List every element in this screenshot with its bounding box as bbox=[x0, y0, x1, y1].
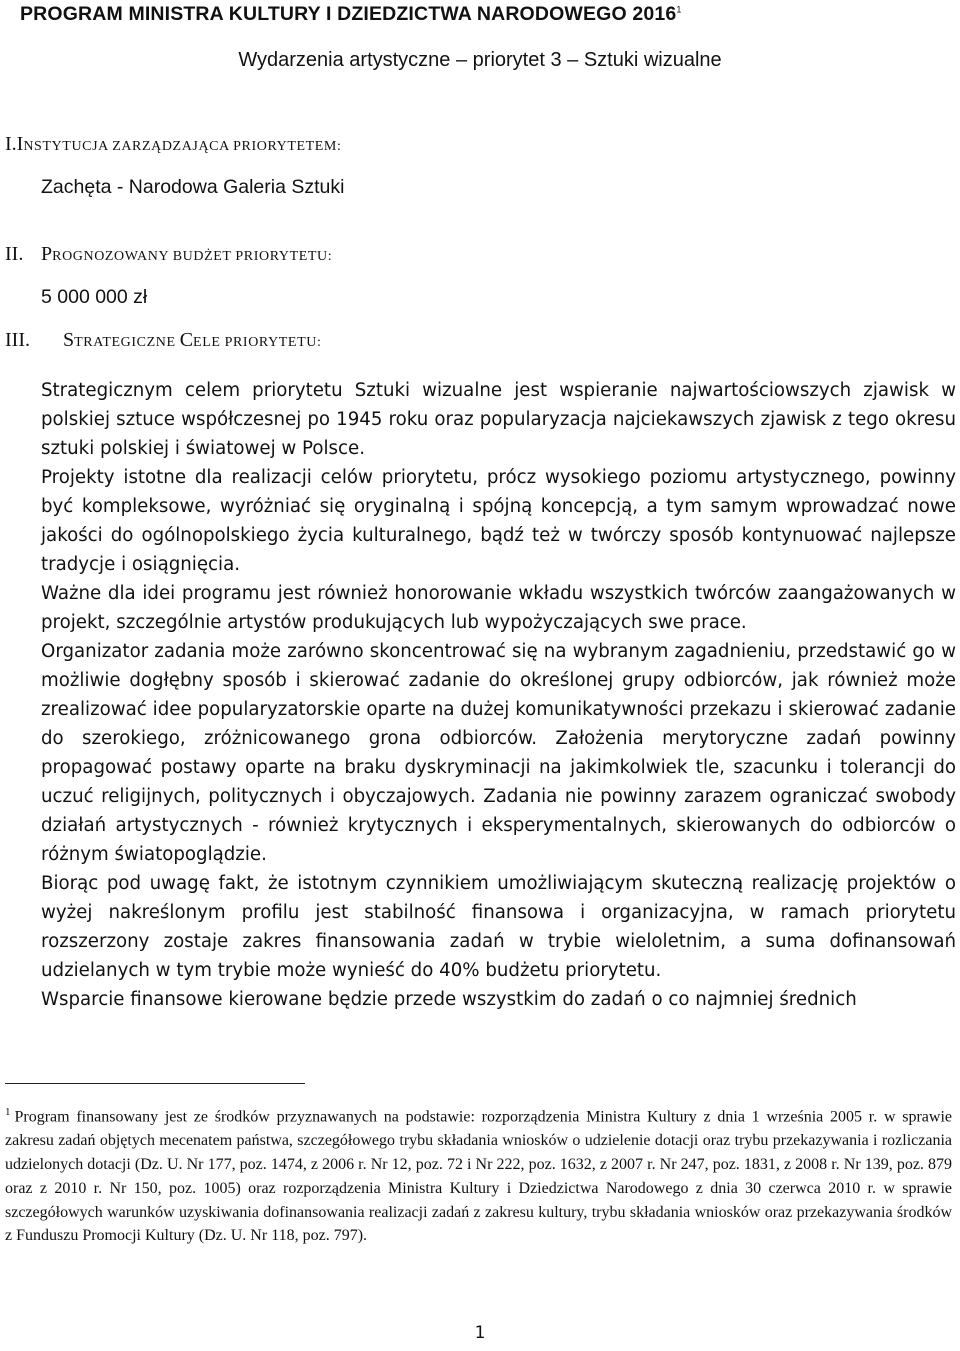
section-1-heading bbox=[5, 133, 341, 156]
footnote-separator bbox=[5, 1083, 305, 1084]
section-3-body bbox=[41, 376, 956, 1014]
body-paragraph: Biorąc pod uwagę fakt, że istotnym czynnikiem umożliwiającym skuteczną realizację projektów o wyżej nakreślonym profilu jest stabilność finansowa i organizacyjna, w ramach priorytetu rozszerzony zostaje zakres finansowania zadań w trybie wieloletnim, a suma dofinansowań udzielanych w tym trybie może wynieść do 40% budżetu priorytetu. bbox=[41, 873, 956, 981]
section-1-number: I. bbox=[5, 133, 17, 155]
section-2-heading-rest: ROGNOZOWANY BUDŻET PRIORYTETU: bbox=[52, 249, 333, 264]
title-text: PROGRAM MINISTRA KULTURY I DZIEDZICTWA NARODOWEGO 2016 bbox=[20, 3, 677, 25]
section-1-heading-initial: I bbox=[16, 133, 24, 155]
section-1-value: Zachęta - Narodowa Galeria Sztuki bbox=[41, 176, 345, 198]
section-1-heading-rest: NSTYTUCJA ZARZĄDZAJĄCA PRIORYTETEM: bbox=[23, 139, 342, 154]
section-2-value: 5 000 000 zł bbox=[41, 286, 148, 308]
body-paragraph: Ważne dla idei programu jest również honorowanie wkładu wszystkich twórców zaangażowanych w projekt, szczególnie artystów produkujących lub wypożyczających swe prace. bbox=[41, 583, 956, 633]
document-title bbox=[20, 3, 950, 26]
body-paragraph: Projekty istotne dla realizacji celów priorytetu, prócz wysokiego poziomu artystycznego, powinny być kompleksowe, wyróżniać się oryginalną i spójną koncepcją, a tym samym wprowadzać nowe jakości do ogólnopolskiego życia kulturalnego, bądź też w twórczy sposób kontynuować najlepsze tradycje i osiągnięcia. bbox=[41, 467, 956, 575]
section-2-heading-initial: P bbox=[41, 243, 53, 265]
section-3-heading-initial-2: C bbox=[179, 329, 194, 351]
section-3-heading-part-2: ELE PRIORYTETU: bbox=[193, 335, 322, 350]
body-paragraph: Strategicznym celem priorytetu Sztuki wizualne jest wspieranie najwartościowszych zjawisk w polskiej sztuce współczesnej po 1945 roku oraz popularyzacja najciekawszych zjawisk z tego okresu sztuki polskiej i światowej w Polsce. bbox=[41, 380, 956, 459]
section-2-heading bbox=[5, 243, 332, 266]
page-number: 1 bbox=[474, 1323, 486, 1343]
footnote bbox=[5, 1101, 952, 1248]
section-3-heading-initial-1: S bbox=[63, 329, 75, 351]
body-paragraph: Wsparcie finansowe kierowane będzie przede wszystkim do zadań o co najmniej średnich bbox=[41, 989, 857, 1010]
footnote-mark: 1 bbox=[5, 1106, 11, 1118]
section-2-number: II. bbox=[5, 243, 24, 265]
footnote-text: Program finansowany jest ze środków przyznawanych na podstawie: rozporządzenia Ministra Kultury z dnia 1 września 2005 r. w sprawie zakresu zadań objętych mecenatem państwa, szczegółowego trybu składania wniosków o udzielenie dotacji oraz trybu przekazywania i rozliczania udzielonych dotacji (Dz. U. Nr 177, poz. 1474, z 2006 r. Nr 12, poz. 72 i Nr 222, poz. 1632, z 2007 r. Nr 247, poz. 1831, z 2008 r. Nr 139, poz. 879 oraz z 2010 r. Nr 150, poz. 1005) oraz rozporządzenia Ministra Kultury i Dziedzictwa Narodowego z dnia 30 czerwca 2010 r. w sprawie szczegółowych warunków uzyskiwania dofinansowania realizacji zadań z zakresu kultury, trybu składania wniosków oraz przekazywania środków z Funduszu Promocji Kultury (Dz. U. Nr 118, poz. 797). bbox=[5, 1108, 952, 1245]
section-3-number: III. bbox=[5, 329, 30, 351]
body-paragraph: Organizator zadania może zarówno skoncentrować się na wybranym zagadnieniu, przedstawić go w możliwie dogłębny sposób i skierować zadanie do określonej grupy odbiorców, jak również może zrealizować idee popularyzatorskie oparte na dużej komunikatywności przekazu i skierować zadanie do szerokiego, zróżnicowanego grona odbiorców. Założenia merytoryczne zadań powinny propagować postawy oparte na braku dyskryminacji na jakimkolwiek tle, szacunku i tolerancji do uczuć religijnych, politycznych i obyczajowych. Zadania nie powinny zarazem ograniczać swobody działań artystycznych - również krytycznych i eksperymentalnych, skierowanych do odbiorców o różnym światopoglądzie. bbox=[41, 641, 956, 865]
section-3-heading-part-1: TRATEGICZNE bbox=[74, 335, 180, 350]
section-3-heading bbox=[5, 329, 321, 352]
title-footnote-mark[interactable]: 1 bbox=[676, 4, 682, 15]
document-subtitle: Wydarzenia artystyczne – priorytet 3 – Sztuki wizualne bbox=[238, 49, 722, 71]
